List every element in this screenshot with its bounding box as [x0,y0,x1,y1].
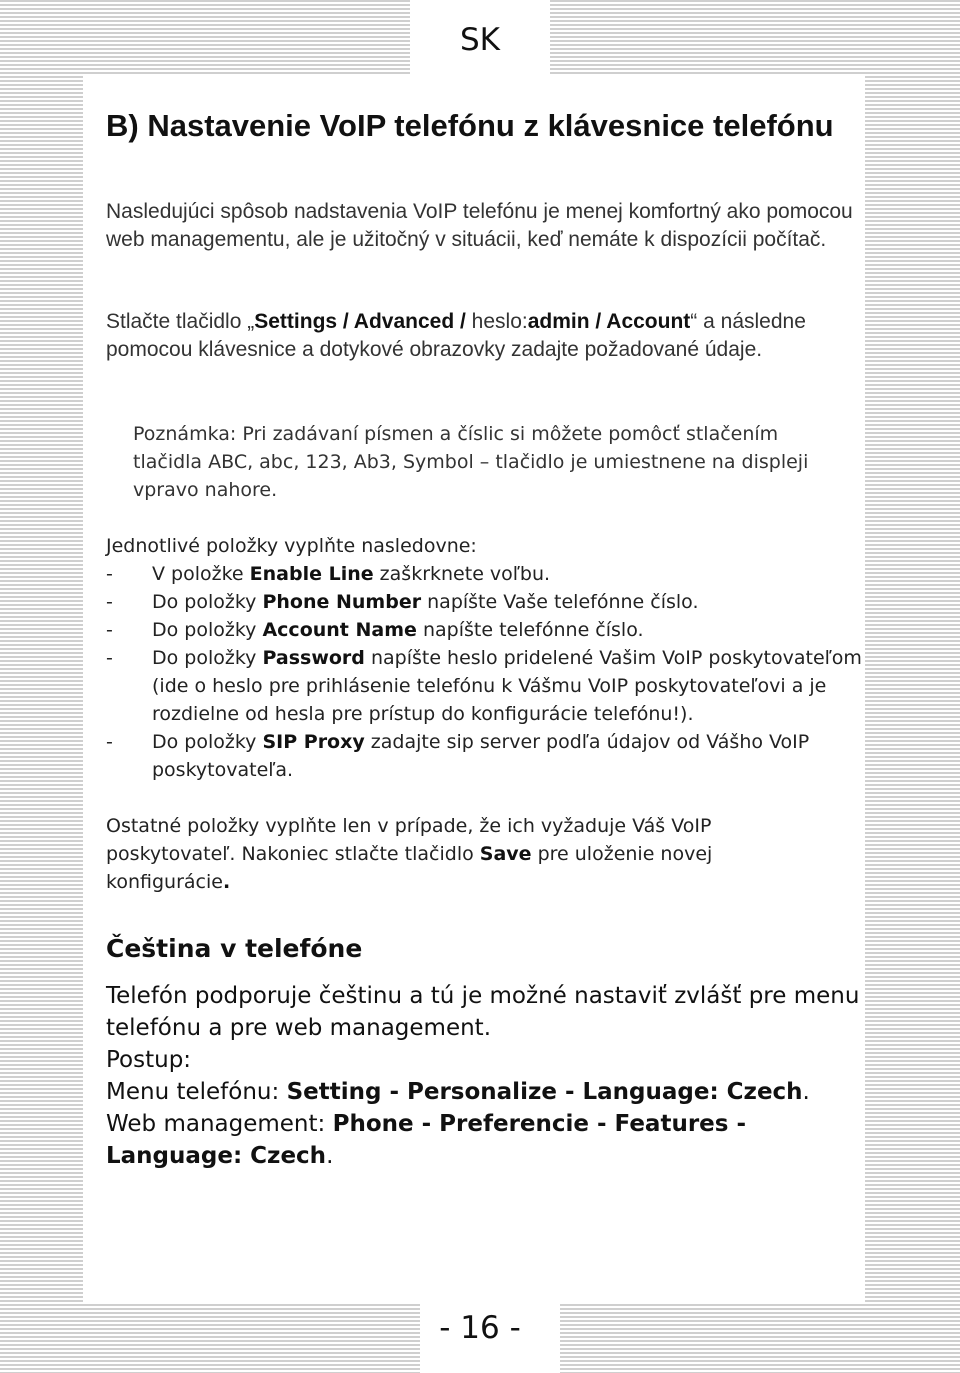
language-code: SK [459,22,500,58]
instruction-paragraph [106,308,866,364]
note-paragraph: Poznámka: Pri zadávaní písmen a číslic si môžete pomôcť stlačením tlačidla ABC, abc, 123, Ab3, Symbol – tlačidlo je umiestnene na displeji vpravo nahore. [133,423,809,501]
list-item [106,728,866,784]
item-post: zadajte sip server podľa údajov od Vášho VoIP poskytovateľa. [152,731,810,781]
item-field: Account Name [262,619,417,641]
instr-heslo: heslo: [465,310,528,333]
list-item [106,644,866,728]
item-field: Phone Number [262,591,422,613]
section-title: B) Nastavenie VoIP telefónu z klávesnice telefónu [106,108,834,143]
list-dash: - [106,731,113,753]
menu-label: Menu telefónu: [106,1079,287,1105]
closing-pre: Ostatné položky vyplňte len v prípade, že ich vyžaduje Váš VoIP poskytovateľ. Nakoniec stlačte tlačidlo [106,815,712,865]
instr-admin: admin / Account [527,310,691,333]
czech-section-title: Čeština v telefóne [106,934,363,963]
list-dash: - [106,563,113,585]
page-number: - 16 - [439,1310,521,1346]
closing-end: . [222,871,231,893]
item-post: zaškrknete voľbu. [373,563,551,585]
instr-settings: Settings / Advanced / [254,310,466,333]
item-field: Enable Line [249,563,374,585]
menu-path: Setting - Personalize - Language: Czech [286,1079,803,1105]
web-label: Web management: [106,1111,333,1137]
web-path: Phone - Preferencie - Features - Language: Czech [106,1111,747,1169]
item-pre: Do položky [152,619,263,641]
item-pre: Do položky [152,591,263,613]
web-path-line [106,1108,866,1172]
list-dash: - [106,647,113,669]
menu-path-line [106,1076,866,1108]
item-field: SIP Proxy [262,731,365,753]
item-pre: Do položky [152,731,263,753]
instr-suffix: “ a následne pomocou klávesnice a dotykové obrazovky zadajte požadované údaje. [106,310,806,361]
instr-prefix: Stlačte tlačidlo „ [106,310,255,333]
menu-end: . [802,1079,810,1105]
czech-line1: Telefón podporuje češtinu a tú je možné nastaviť zvlášť pre menu telefónu a pre web management. [106,983,860,1041]
list-item [106,560,866,588]
web-end: . [326,1143,334,1169]
save-label: Save [479,843,532,865]
closing-paragraph [106,812,806,896]
closing-mid: pre uloženie novej konfigurácie [106,843,713,893]
item-post: napíšte heslo pridelené Vašim VoIP poskytovateľom (ide o heslo pre prihlásenie telefónu k Vášmu VoIP poskytovateľovi a je rozdielne od hesla pre prístup do konfigurácie telefónu!). [152,647,862,725]
list-dash: - [106,619,113,641]
item-post: napíšte Vaše telefónne číslo. [421,591,699,613]
list-item [106,616,866,644]
item-field: Password [262,647,365,669]
czech-section-body [106,980,866,1172]
item-post: napíšte telefónne číslo. [416,619,644,641]
item-pre: V položke [152,563,250,585]
list-item [106,588,866,616]
list-intro: Jednotlivé položky vyplňte nasledovne: [106,535,477,557]
intro-paragraph: Nasledujúci spôsob nadstavenia VoIP telefónu je menej komfortný ako pomocou web managementu, ale je užitočný v situácii, keď nemáte k dispozícii počítač. [106,200,853,251]
item-pre: Do položky [152,647,263,669]
settings-list [106,560,866,784]
list-dash: - [106,591,113,613]
czech-postup: Postup: [106,1047,192,1073]
